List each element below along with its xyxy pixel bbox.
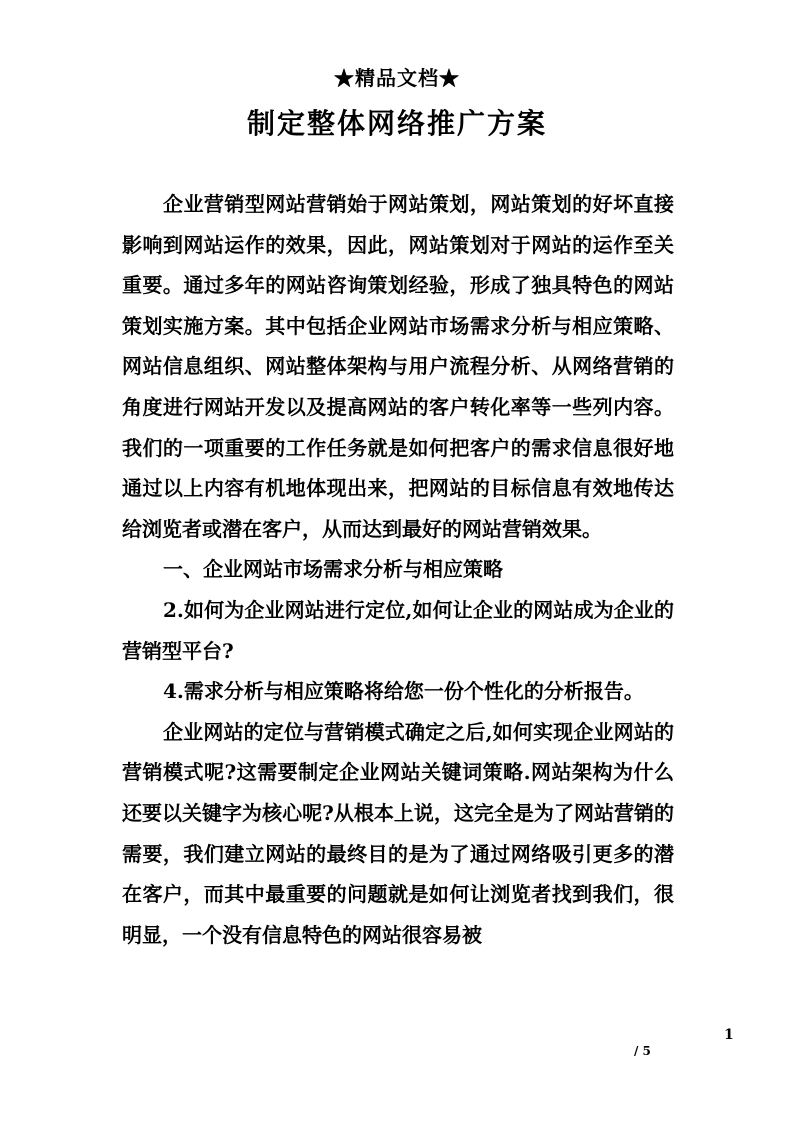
body-paragraph: 4.需求分析与相应策略将给您一份个性化的分析报告。	[163, 679, 644, 704]
body-paragraph: 一、企业网站市场需求分析与相应策略	[163, 557, 503, 582]
page-total: / 5	[634, 1044, 651, 1058]
document-header: ★精品文档★	[334, 66, 460, 90]
body-paragraph: 企业网站的定位与营销模式确定之后,如何实现企业网站的营销模式呢?这需要制定企业网站关键词策略.网站架构为什么还要以关键字为核心呢?从根本上说，这完全是为了网站营销的需要，我们建立网站的最终目的是为了通过网络吸引更多的潜在客户，而其中最重要的问题就是如何让浏览者找到我们，很明显，一个没有信息特色的网站很容易被	[122, 719, 674, 947]
document-body	[122, 184, 674, 955]
body-paragraph: 2.如何为企业网站进行定位,如何让企业的网站成为企业的营销型平台?	[122, 597, 674, 663]
document-title: 制定整体网络推广方案	[246, 107, 547, 140]
page-number: 1	[724, 1027, 734, 1043]
body-paragraph: 企业营销型网站营销始于网站策划，网站策划的好坏直接影响到网站运作的效果，因此，网站策划对于网站的运作至关重要。通过多年的网站咨询策划经验，形成了独具特色的网站策划实施方案。其中包括企业网站市场需求分析与相应策略、网站信息组织、网站整体架构与用户流程分析、从网络营销的角度进行网站开发以及提高网站的客户转化率等一些列内容。我们的一项重要的工作任务就是如何把客户的需求信息很好地通过以上内容有机地体现出来，把网站的目标信息有效地传达给浏览者或潜在客户，从而达到最好的网站营销效果。	[122, 192, 674, 541]
